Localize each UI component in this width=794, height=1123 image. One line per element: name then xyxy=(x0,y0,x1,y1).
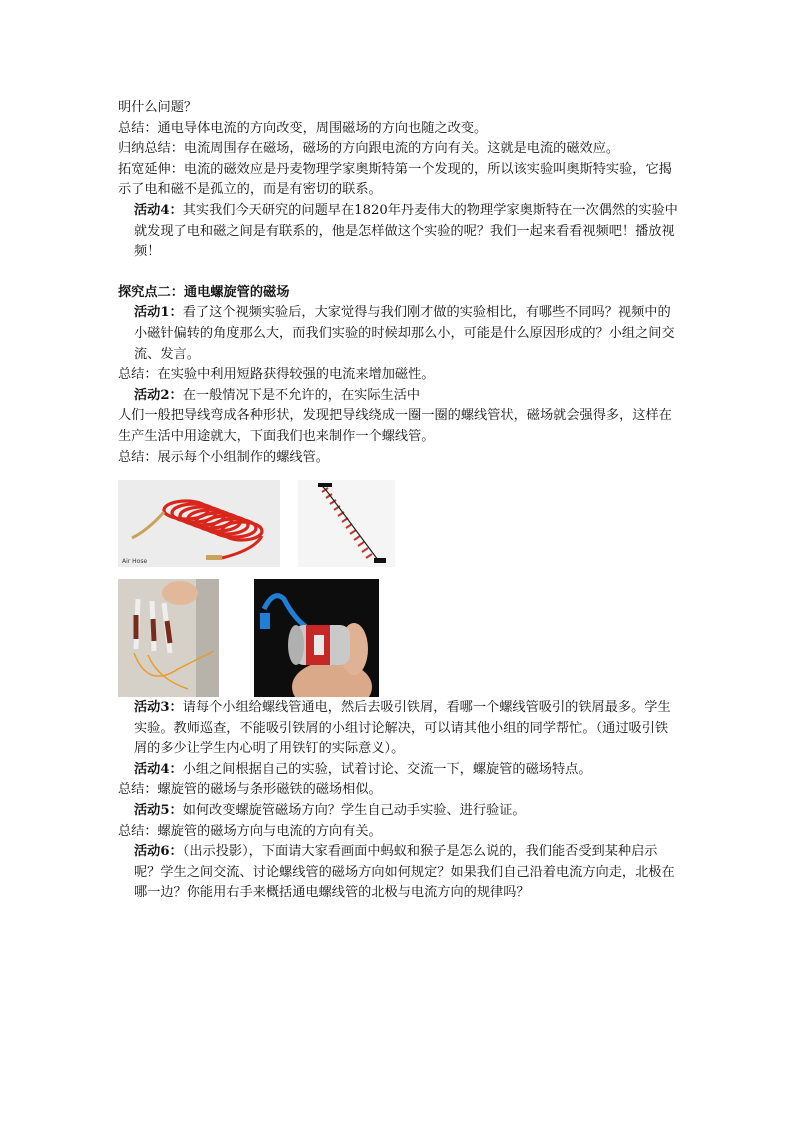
paragraph xyxy=(118,365,678,386)
activity-label: 活动4： xyxy=(134,202,183,218)
stretched-coil-image xyxy=(298,480,395,567)
paragraph-text: 总结：螺旋管的磁场与条形磁铁的磁场相似。 xyxy=(118,782,382,798)
paragraph xyxy=(118,406,678,447)
paragraph xyxy=(118,160,678,201)
activity-text: 其实我们今天研究的问题早在1820年丹麦伟大的物理学家奥斯特在一次偶然的实验中就发现了电和磁之间是有联系的，他是怎样做这个实验的呢？我们一起来看看视频吧！播放视频！ xyxy=(134,202,678,260)
stretched-coil-photo xyxy=(298,480,395,567)
paragraph-text: 如何改变螺旋管磁场方向？学生自己动手实验、进行验证。 xyxy=(182,802,526,818)
paragraph-text: 看了这个视频实验后，大家觉得与我们刚才做的实验相比，有哪些不同吗？视频中的小磁针偏转的角度那么大，而我们实验的时候却那么小，可能是什么原因形成的？小组之间交流、发言。 xyxy=(134,305,675,362)
paragraph xyxy=(118,698,678,760)
activity-label: 活动4： xyxy=(134,761,183,777)
paragraph-text: 请每个小组给螺线管通电，然后去吸引铁屑，看哪一个螺线管吸引的铁屑最多。学生实验。教师巡查，不能吸引铁屑的小组讨论解决，可以请其他小组的同学帮忙。（通过吸引铁屑的多少让学生内心明了用铁钉的实际意义）。 xyxy=(134,700,671,757)
battery-coil-photo xyxy=(254,579,379,697)
activity-label: 活动2： xyxy=(134,387,183,403)
paragraph xyxy=(118,760,678,781)
paragraph xyxy=(118,780,678,801)
paragraph-text: 拓宽延伸：电流的磁效应是丹麦物理学家奥斯特第一个发现的，所以该实验叫奥斯特实验，它揭示了电和磁不是孤立的，而是有密切的联系。 xyxy=(118,161,672,198)
document-page xyxy=(118,98,678,468)
paragraph xyxy=(118,303,678,365)
activity-label: 活动3： xyxy=(134,700,183,715)
paragraph-text: 总结：在实验中利用短路获得较强的电流来增加磁性。 xyxy=(118,367,435,383)
paragraph xyxy=(118,448,678,469)
battery-wire-image xyxy=(254,579,379,697)
hand-holding-coils-image xyxy=(118,579,219,697)
paragraph xyxy=(118,842,678,904)
image-caption: Air Hose xyxy=(122,558,148,565)
air-hose-photo xyxy=(118,480,280,567)
section-two-block xyxy=(118,303,678,468)
paragraph xyxy=(118,139,678,160)
intro-summary-block xyxy=(118,98,678,201)
activity-label: 活动1： xyxy=(134,305,183,321)
paragraph-text: （出示投影），下面请大家看画面中蚂蚁和猴子是怎么说的，我们能否受到某种启示呢？学生之间交流、讨论螺线管的磁场方向如何规定？如果我们自己沿着电流方向走，北极在哪一边？你能用右手来概括通电螺线管的北极与电流方向的规律吗？ xyxy=(134,844,675,901)
paragraph xyxy=(118,98,678,119)
paragraph-text: 人们一般把导线弯成各种形状，发现把导线绕成一圈一圈的螺线管状，磁场就会强得多，这样在生产生活中用途就大，下面我们也来制作一个螺线管。 xyxy=(118,408,672,444)
paragraph-text: 明什么问题？ xyxy=(118,100,198,115)
paragraph-text: 总结：展示每个小组制作的螺线管。 xyxy=(118,449,329,465)
activity-label: 活动6： xyxy=(134,844,183,860)
coiled-red-hose-image xyxy=(118,480,280,567)
activities-block xyxy=(118,698,678,904)
paragraph-text: 总结：螺旋管的磁场方向与电流的方向有关。 xyxy=(118,823,382,839)
section-title: 探究点二：通电螺旋管的磁场 xyxy=(118,284,290,300)
activity-label: 活动5： xyxy=(134,802,183,818)
paragraph-text: 总结：通电导体电流的方向改变，周围磁场的方向也随之改变。 xyxy=(118,120,488,136)
paragraph xyxy=(118,119,678,140)
paragraph-text: 在一般情况下是不允许的，在实际生活中 xyxy=(182,387,421,403)
activity-4-paragraph xyxy=(118,201,678,263)
paragraph-text: 归纳总结：电流周围存在磁场，磁场的方向跟电流的方向有关。这就是电流的磁效应。 xyxy=(118,141,620,157)
hand-coils-photo xyxy=(118,579,219,697)
paragraph-text: 小组之间根据自己的实验，试着讨论、交流一下，螺旋管的磁场特点。 xyxy=(182,761,592,777)
paragraph xyxy=(118,801,678,822)
paragraph xyxy=(118,822,678,843)
paragraph xyxy=(118,386,678,407)
